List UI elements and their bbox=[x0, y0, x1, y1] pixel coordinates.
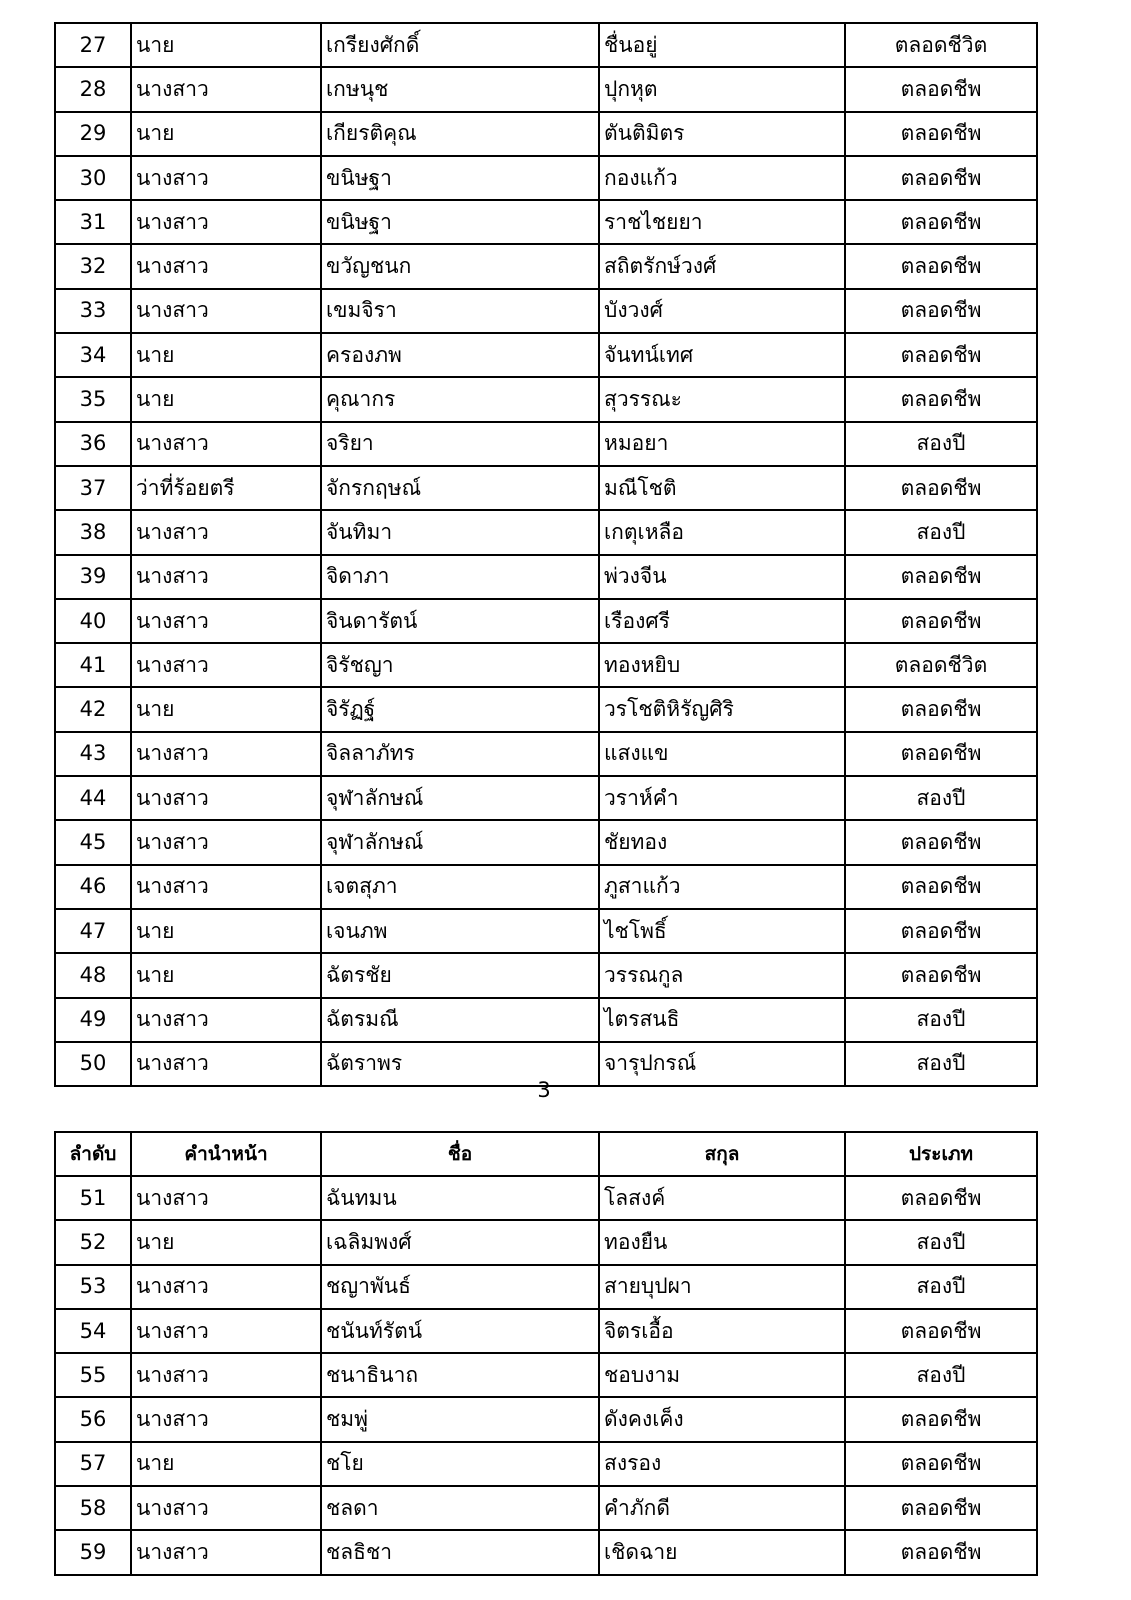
table-row bbox=[55, 1442, 1037, 1486]
cell-first-name: ขวัญชนก bbox=[321, 244, 599, 288]
cell-type: ตลอดชีพ bbox=[845, 909, 1037, 953]
cell-last-name: เชิดฉาย bbox=[599, 1530, 845, 1574]
cell-first-name: ฉันทมน bbox=[321, 1176, 599, 1220]
table-row bbox=[55, 1353, 1037, 1397]
cell-type: ตลอดชีพ bbox=[845, 1530, 1037, 1574]
cell-prefix: นาย bbox=[131, 23, 321, 67]
table-row bbox=[55, 599, 1037, 643]
cell-prefix: นางสาว bbox=[131, 732, 321, 776]
cell-type: ตลอดชีวิต bbox=[845, 643, 1037, 687]
cell-prefix: นาย bbox=[131, 953, 321, 997]
cell-prefix: นางสาว bbox=[131, 510, 321, 554]
cell-number: 41 bbox=[55, 643, 131, 687]
cell-first-name: ชโย bbox=[321, 1442, 599, 1486]
cell-type: ตลอดชีพ bbox=[845, 1176, 1037, 1220]
cell-last-name: พ่วงจีน bbox=[599, 555, 845, 599]
table-row bbox=[55, 820, 1037, 864]
cell-first-name: ชลธิชา bbox=[321, 1530, 599, 1574]
cell-prefix: นางสาว bbox=[131, 1309, 321, 1353]
cell-type: สองปี bbox=[845, 1042, 1037, 1086]
cell-first-name: ชนาธินาถ bbox=[321, 1353, 599, 1397]
roster-table-top bbox=[54, 22, 1038, 1087]
table-row bbox=[55, 1220, 1037, 1264]
cell-type: ตลอดชีพ bbox=[845, 333, 1037, 377]
cell-type: ตลอดชีพ bbox=[845, 289, 1037, 333]
cell-type: ตลอดชีพ bbox=[845, 156, 1037, 200]
table-row bbox=[55, 555, 1037, 599]
cell-type: ตลอดชีพ bbox=[845, 732, 1037, 776]
cell-last-name: ตันติมิตร bbox=[599, 112, 845, 156]
cell-last-name: ชัยทอง bbox=[599, 820, 845, 864]
cell-number: 28 bbox=[55, 67, 131, 111]
cell-prefix: นาย bbox=[131, 377, 321, 421]
cell-number: 43 bbox=[55, 732, 131, 776]
table-row bbox=[55, 953, 1037, 997]
cell-first-name: จุฬาลักษณ์ bbox=[321, 820, 599, 864]
cell-type: ตลอดชีพ bbox=[845, 599, 1037, 643]
cell-prefix: นางสาว bbox=[131, 289, 321, 333]
cell-type: สองปี bbox=[845, 776, 1037, 820]
cell-number: 56 bbox=[55, 1397, 131, 1441]
cell-prefix: นางสาว bbox=[131, 1353, 321, 1397]
roster-table-bottom bbox=[54, 1131, 1038, 1576]
cell-last-name: สายบุปผา bbox=[599, 1265, 845, 1309]
cell-last-name: ทองหยิบ bbox=[599, 643, 845, 687]
table-row bbox=[55, 776, 1037, 820]
cell-number: 42 bbox=[55, 687, 131, 731]
table-row bbox=[55, 1265, 1037, 1309]
column-header-last-name: สกุล bbox=[599, 1132, 845, 1176]
table-row bbox=[55, 998, 1037, 1042]
cell-prefix: นาย bbox=[131, 1442, 321, 1486]
cell-type: ตลอดชีพ bbox=[845, 555, 1037, 599]
cell-prefix: นางสาว bbox=[131, 865, 321, 909]
cell-type: ตลอดชีพ bbox=[845, 466, 1037, 510]
cell-first-name: เกษนุช bbox=[321, 67, 599, 111]
cell-prefix: นาย bbox=[131, 909, 321, 953]
cell-prefix: ว่าที่ร้อยตรี bbox=[131, 466, 321, 510]
table-row bbox=[55, 422, 1037, 466]
cell-last-name: ดังคงเค็ง bbox=[599, 1397, 845, 1441]
cell-last-name: เกตุเหลือ bbox=[599, 510, 845, 554]
cell-first-name: ชลดา bbox=[321, 1486, 599, 1530]
table-row bbox=[55, 67, 1037, 111]
cell-type: ตลอดชีพ bbox=[845, 820, 1037, 864]
table-row bbox=[55, 200, 1037, 244]
cell-type: ตลอดชีพ bbox=[845, 865, 1037, 909]
table-row bbox=[55, 1176, 1037, 1220]
cell-first-name: ครองภพ bbox=[321, 333, 599, 377]
column-header-type: ประเภท bbox=[845, 1132, 1037, 1176]
table-row bbox=[55, 333, 1037, 377]
cell-number: 47 bbox=[55, 909, 131, 953]
cell-prefix: นาย bbox=[131, 112, 321, 156]
cell-number: 52 bbox=[55, 1220, 131, 1264]
cell-number: 55 bbox=[55, 1353, 131, 1397]
cell-prefix: นางสาว bbox=[131, 422, 321, 466]
cell-last-name: แสงแข bbox=[599, 732, 845, 776]
cell-type: สองปี bbox=[845, 422, 1037, 466]
table-row bbox=[55, 510, 1037, 554]
cell-first-name: จินดารัตน์ bbox=[321, 599, 599, 643]
cell-first-name: จุฬาลักษณ์ bbox=[321, 776, 599, 820]
cell-first-name: เฉลิมพงศ์ bbox=[321, 1220, 599, 1264]
cell-last-name: โลสงค์ bbox=[599, 1176, 845, 1220]
roster-table-header bbox=[55, 1132, 1037, 1176]
cell-number: 29 bbox=[55, 112, 131, 156]
cell-number: 40 bbox=[55, 599, 131, 643]
cell-prefix: นางสาว bbox=[131, 1176, 321, 1220]
cell-last-name: วรรณกูล bbox=[599, 953, 845, 997]
cell-type: ตลอดชีพ bbox=[845, 112, 1037, 156]
cell-type: ตลอดชีพ bbox=[845, 1442, 1037, 1486]
cell-prefix: นาย bbox=[131, 333, 321, 377]
cell-first-name: จิรัฏฐ์ bbox=[321, 687, 599, 731]
cell-prefix: นางสาว bbox=[131, 1486, 321, 1530]
cell-last-name: จิตรเอื้อ bbox=[599, 1309, 845, 1353]
table-row bbox=[55, 244, 1037, 288]
cell-number: 30 bbox=[55, 156, 131, 200]
cell-number: 31 bbox=[55, 200, 131, 244]
cell-first-name: ชญาพันธ์ bbox=[321, 1265, 599, 1309]
cell-number: 38 bbox=[55, 510, 131, 554]
cell-last-name: ไชโพธิ์ bbox=[599, 909, 845, 953]
cell-number: 51 bbox=[55, 1176, 131, 1220]
cell-number: 54 bbox=[55, 1309, 131, 1353]
cell-first-name: เขมจิรา bbox=[321, 289, 599, 333]
cell-last-name: ราชไชยยา bbox=[599, 200, 845, 244]
table-row bbox=[55, 1486, 1037, 1530]
cell-first-name: เจตสุภา bbox=[321, 865, 599, 909]
column-header-first-name: ชื่อ bbox=[321, 1132, 599, 1176]
cell-number: 59 bbox=[55, 1530, 131, 1574]
cell-prefix: นางสาว bbox=[131, 599, 321, 643]
header-row bbox=[55, 1132, 1037, 1176]
cell-type: สองปี bbox=[845, 1220, 1037, 1264]
cell-type: ตลอดชีพ bbox=[845, 953, 1037, 997]
cell-prefix: นางสาว bbox=[131, 820, 321, 864]
cell-type: ตลอดชีพ bbox=[845, 1397, 1037, 1441]
cell-last-name: ปุกหุต bbox=[599, 67, 845, 111]
cell-first-name: เกรียงศักดิ์ bbox=[321, 23, 599, 67]
table-row bbox=[55, 289, 1037, 333]
cell-last-name: สุวรรณะ bbox=[599, 377, 845, 421]
cell-type: ตลอดชีวิต bbox=[845, 23, 1037, 67]
cell-prefix: นาย bbox=[131, 687, 321, 731]
cell-number: 49 bbox=[55, 998, 131, 1042]
cell-prefix: นางสาว bbox=[131, 643, 321, 687]
cell-last-name: สถิตรักษ์วงศ์ bbox=[599, 244, 845, 288]
column-header-prefix: คำนำหน้า bbox=[131, 1132, 321, 1176]
cell-first-name: ชนันท์รัตน์ bbox=[321, 1309, 599, 1353]
cell-last-name: วรโชติหิรัญศิริ bbox=[599, 687, 845, 731]
cell-number: 34 bbox=[55, 333, 131, 377]
table-row bbox=[55, 1530, 1037, 1574]
cell-type: ตลอดชีพ bbox=[845, 1486, 1037, 1530]
cell-last-name: วราห์คำ bbox=[599, 776, 845, 820]
roster-table-top-body bbox=[55, 23, 1037, 1086]
cell-prefix: นางสาว bbox=[131, 156, 321, 200]
table-row bbox=[55, 156, 1037, 200]
cell-last-name: ชื่นอยู่ bbox=[599, 23, 845, 67]
cell-number: 53 bbox=[55, 1265, 131, 1309]
cell-prefix: นางสาว bbox=[131, 1042, 321, 1086]
cell-first-name: เกียรติคุณ bbox=[321, 112, 599, 156]
cell-type: สองปี bbox=[845, 1353, 1037, 1397]
cell-last-name: สงรอง bbox=[599, 1442, 845, 1486]
cell-prefix: นางสาว bbox=[131, 776, 321, 820]
cell-last-name: หมอยา bbox=[599, 422, 845, 466]
cell-last-name: ชอบงาม bbox=[599, 1353, 845, 1397]
cell-number: 35 bbox=[55, 377, 131, 421]
cell-number: 50 bbox=[55, 1042, 131, 1086]
cell-number: 33 bbox=[55, 289, 131, 333]
table-row bbox=[55, 112, 1037, 156]
table-row bbox=[55, 909, 1037, 953]
cell-number: 32 bbox=[55, 244, 131, 288]
cell-first-name: เจนภพ bbox=[321, 909, 599, 953]
cell-first-name: ฉัตราพร bbox=[321, 1042, 599, 1086]
cell-type: ตลอดชีพ bbox=[845, 244, 1037, 288]
cell-last-name: เรืองศรี bbox=[599, 599, 845, 643]
cell-first-name: ฉัตรมณี bbox=[321, 998, 599, 1042]
cell-number: 48 bbox=[55, 953, 131, 997]
cell-first-name: ชมพู่ bbox=[321, 1397, 599, 1441]
cell-prefix: นางสาว bbox=[131, 244, 321, 288]
cell-last-name: คำภักดี bbox=[599, 1486, 845, 1530]
cell-number: 27 bbox=[55, 23, 131, 67]
cell-number: 39 bbox=[55, 555, 131, 599]
table-row bbox=[55, 1309, 1037, 1353]
cell-number: 45 bbox=[55, 820, 131, 864]
cell-first-name: จันทิมา bbox=[321, 510, 599, 554]
cell-prefix: นางสาว bbox=[131, 555, 321, 599]
roster-table-bottom-body bbox=[55, 1176, 1037, 1574]
cell-first-name: จิดาภา bbox=[321, 555, 599, 599]
cell-last-name: กองแก้ว bbox=[599, 156, 845, 200]
cell-first-name: จิลลาภัทร bbox=[321, 732, 599, 776]
cell-type: สองปี bbox=[845, 510, 1037, 554]
cell-type: ตลอดชีพ bbox=[845, 687, 1037, 731]
page-number: 3 bbox=[537, 1078, 551, 1102]
cell-prefix: นางสาว bbox=[131, 1397, 321, 1441]
cell-first-name: ฉัตรชัย bbox=[321, 953, 599, 997]
cell-last-name: ไตรสนธิ bbox=[599, 998, 845, 1042]
table-row bbox=[55, 732, 1037, 776]
cell-prefix: นางสาว bbox=[131, 200, 321, 244]
cell-prefix: นาย bbox=[131, 1220, 321, 1264]
table-row bbox=[55, 687, 1037, 731]
cell-type: ตลอดชีพ bbox=[845, 200, 1037, 244]
cell-type: สองปี bbox=[845, 1265, 1037, 1309]
cell-first-name: คุณากร bbox=[321, 377, 599, 421]
cell-number: 44 bbox=[55, 776, 131, 820]
cell-prefix: นางสาว bbox=[131, 1530, 321, 1574]
cell-type: สองปี bbox=[845, 998, 1037, 1042]
cell-number: 46 bbox=[55, 865, 131, 909]
table-row bbox=[55, 865, 1037, 909]
table-row bbox=[55, 1397, 1037, 1441]
cell-first-name: จักรกฤษณ์ bbox=[321, 466, 599, 510]
table-row bbox=[55, 643, 1037, 687]
cell-first-name: ขนิษฐา bbox=[321, 156, 599, 200]
cell-type: ตลอดชีพ bbox=[845, 67, 1037, 111]
cell-number: 57 bbox=[55, 1442, 131, 1486]
cell-last-name: ทองยืน bbox=[599, 1220, 845, 1264]
table-row bbox=[55, 466, 1037, 510]
cell-first-name: จิรัชญา bbox=[321, 643, 599, 687]
cell-last-name: มณีโชติ bbox=[599, 466, 845, 510]
column-header-number: ลำดับ bbox=[55, 1132, 131, 1176]
cell-prefix: นางสาว bbox=[131, 1265, 321, 1309]
cell-prefix: นางสาว bbox=[131, 998, 321, 1042]
table-row bbox=[55, 23, 1037, 67]
cell-type: ตลอดชีพ bbox=[845, 1309, 1037, 1353]
cell-number: 36 bbox=[55, 422, 131, 466]
table-row bbox=[55, 377, 1037, 421]
cell-last-name: บังวงศ์ bbox=[599, 289, 845, 333]
cell-last-name: ภูสาแก้ว bbox=[599, 865, 845, 909]
cell-last-name: จารุปกรณ์ bbox=[599, 1042, 845, 1086]
cell-first-name: ขนิษฐา bbox=[321, 200, 599, 244]
cell-type: ตลอดชีพ bbox=[845, 377, 1037, 421]
cell-number: 37 bbox=[55, 466, 131, 510]
cell-last-name: จันทน์เทศ bbox=[599, 333, 845, 377]
cell-prefix: นางสาว bbox=[131, 67, 321, 111]
cell-first-name: จริยา bbox=[321, 422, 599, 466]
cell-number: 58 bbox=[55, 1486, 131, 1530]
